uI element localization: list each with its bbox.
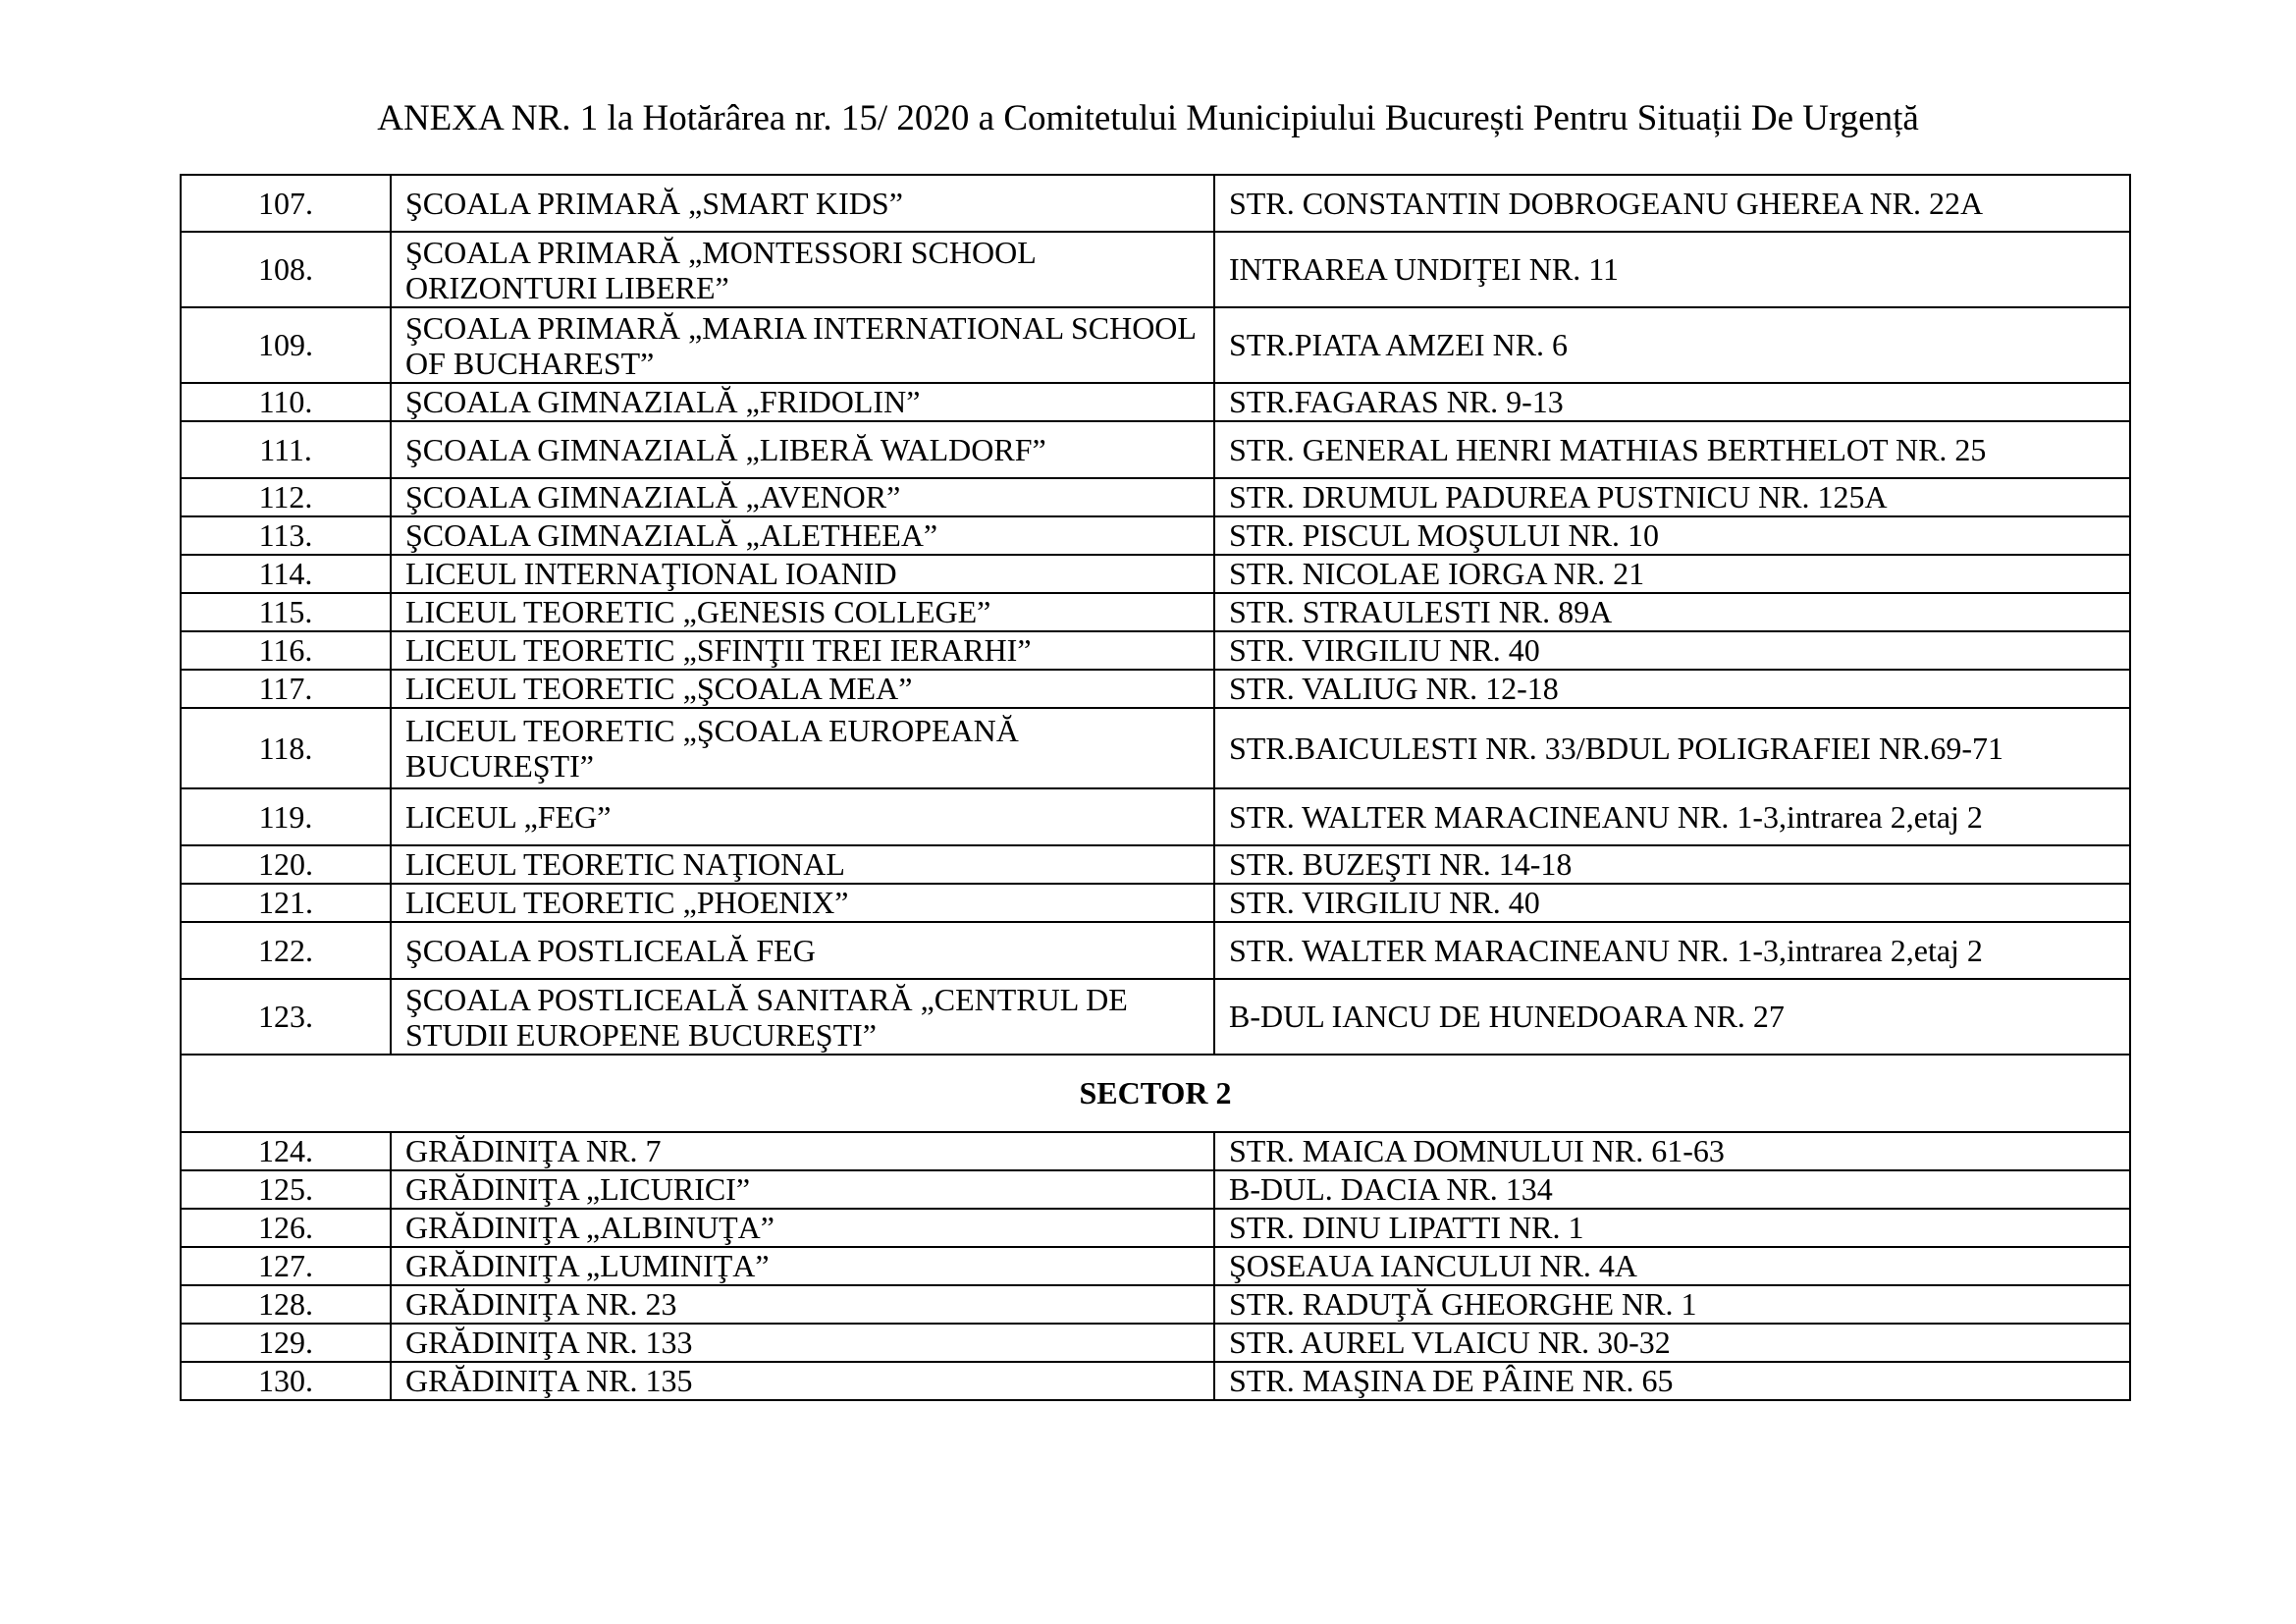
institution-address: B-DUL IANCU DE HUNEDOARA NR. 27 [1214, 979, 2130, 1055]
table-row [181, 232, 2130, 307]
institution-address: STR. CONSTANTIN DOBROGEANU GHEREA NR. 22A [1214, 175, 2130, 232]
table-row [181, 516, 2130, 555]
table-row [181, 555, 2130, 593]
table-row [181, 979, 2130, 1055]
institution-name: LICEUL TEORETIC „ŞCOALA MEA” [391, 670, 1214, 708]
row-number: 125. [181, 1170, 391, 1209]
table-row [181, 708, 2130, 788]
row-number: 115. [181, 593, 391, 631]
section-title: SECTOR 2 [181, 1055, 2130, 1132]
institution-address: ŞOSEAUA IANCULUI NR. 4A [1214, 1247, 2130, 1285]
row-number: 130. [181, 1362, 391, 1400]
institution-name: LICEUL „FEG” [391, 788, 1214, 845]
table-row [181, 1209, 2130, 1247]
row-number: 126. [181, 1209, 391, 1247]
institution-name: GRĂDINIŢA „LICURICI” [391, 1170, 1214, 1209]
table-row [181, 1285, 2130, 1324]
row-number: 123. [181, 979, 391, 1055]
table-row [181, 1247, 2130, 1285]
institution-name: GRĂDINIŢA NR. 133 [391, 1324, 1214, 1362]
table-row [181, 478, 2130, 516]
institution-address: STR. MAICA DOMNULUI NR. 61-63 [1214, 1132, 2130, 1170]
institution-address: STR.PIATA AMZEI NR. 6 [1214, 307, 2130, 383]
institution-address: STR. MAŞINA DE PÂINE NR. 65 [1214, 1362, 2130, 1400]
table-row [181, 631, 2130, 670]
institution-name: GRĂDINIŢA NR. 7 [391, 1132, 1214, 1170]
row-number: 112. [181, 478, 391, 516]
row-number: 128. [181, 1285, 391, 1324]
row-number: 117. [181, 670, 391, 708]
schools-table [180, 174, 2131, 1401]
row-number: 110. [181, 383, 391, 421]
row-number: 122. [181, 922, 391, 979]
row-number: 114. [181, 555, 391, 593]
institution-name: ŞCOALA POSTLICEALĂ FEG [391, 922, 1214, 979]
institution-address: STR. DINU LIPATTI NR. 1 [1214, 1209, 2130, 1247]
institution-name: ŞCOALA GIMNAZIALĂ „AVENOR” [391, 478, 1214, 516]
institution-name: ŞCOALA PRIMARĂ „MONTESSORI SCHOOL ORIZONTURI LIBERE” [391, 232, 1214, 307]
institution-address: STR. PISCUL MOŞULUI NR. 10 [1214, 516, 2130, 555]
institution-name: ŞCOALA GIMNAZIALĂ „FRIDOLIN” [391, 383, 1214, 421]
institution-address: STR. RADUŢĂ GHEORGHE NR. 1 [1214, 1285, 2130, 1324]
institution-address: STR. GENERAL HENRI MATHIAS BERTHELOT NR. 25 [1214, 421, 2130, 478]
table-row [181, 307, 2130, 383]
institution-name: ŞCOALA GIMNAZIALĂ „LIBERĂ WALDORF” [391, 421, 1214, 478]
institution-name: ŞCOALA PRIMARĂ „SMART KIDS” [391, 175, 1214, 232]
document-title: ANEXA NR. 1 la Hotărârea nr. 15/ 2020 a Comitetului Municipiului București Pentru Situații De Urgență [377, 98, 1919, 138]
institution-address: STR. WALTER MARACINEANU NR. 1-3,intrarea 2,etaj 2 [1214, 922, 2130, 979]
table-row [181, 670, 2130, 708]
institution-address: STR. VIRGILIU NR. 40 [1214, 884, 2130, 922]
institution-address: STR.FAGARAS NR. 9-13 [1214, 383, 2130, 421]
institution-address: STR. BUZEŞTI NR. 14-18 [1214, 845, 2130, 884]
table-row [181, 1362, 2130, 1400]
institution-name: LICEUL TEORETIC „PHOENIX” [391, 884, 1214, 922]
row-number: 107. [181, 175, 391, 232]
institution-name: GRĂDINIŢA „LUMINIŢA” [391, 1247, 1214, 1285]
institution-address: STR. AUREL VLAICU NR. 30-32 [1214, 1324, 2130, 1362]
table-row [181, 383, 2130, 421]
institution-address: STR. WALTER MARACINEANU NR. 1-3,intrarea 2,etaj 2 [1214, 788, 2130, 845]
institution-address: B-DUL. DACIA NR. 134 [1214, 1170, 2130, 1209]
table-row [181, 1132, 2130, 1170]
table-row [181, 922, 2130, 979]
institution-address: STR. NICOLAE IORGA NR. 21 [1214, 555, 2130, 593]
institution-address: STR. STRAULESTI NR. 89A [1214, 593, 2130, 631]
row-number: 127. [181, 1247, 391, 1285]
row-number: 108. [181, 232, 391, 307]
table-row [181, 593, 2130, 631]
institution-name: GRĂDINIŢA „ALBINUŢA” [391, 1209, 1214, 1247]
table-row [181, 421, 2130, 478]
institution-name: LICEUL TEORETIC „SFINŢII TREI IERARHI” [391, 631, 1214, 670]
institution-name: LICEUL TEORETIC „ŞCOALA EUROPEANĂ BUCUREŞTI” [391, 708, 1214, 788]
table-row [181, 175, 2130, 232]
institution-name: LICEUL TEORETIC NAŢIONAL [391, 845, 1214, 884]
row-number: 111. [181, 421, 391, 478]
row-number: 116. [181, 631, 391, 670]
table-row [181, 845, 2130, 884]
institution-name: LICEUL TEORETIC „GENESIS COLLEGE” [391, 593, 1214, 631]
table-row [181, 788, 2130, 845]
institution-address: INTRAREA UNDIŢEI NR. 11 [1214, 232, 2130, 307]
institution-name: LICEUL INTERNAŢIONAL IOANID [391, 555, 1214, 593]
institution-address: STR. DRUMUL PADUREA PUSTNICU NR. 125A [1214, 478, 2130, 516]
table-row [181, 884, 2130, 922]
row-number: 113. [181, 516, 391, 555]
row-number: 120. [181, 845, 391, 884]
institution-address: STR. VIRGILIU NR. 40 [1214, 631, 2130, 670]
row-number: 129. [181, 1324, 391, 1362]
institution-name: ŞCOALA PRIMARĂ „MARIA INTERNATIONAL SCHOOL OF BUCHAREST” [391, 307, 1214, 383]
institution-address: STR.BAICULESTI NR. 33/BDUL POLIGRAFIEI NR.69-71 [1214, 708, 2130, 788]
table-row [181, 1170, 2130, 1209]
row-number: 109. [181, 307, 391, 383]
row-number: 118. [181, 708, 391, 788]
table-row [181, 1324, 2130, 1362]
section-header-row [181, 1055, 2130, 1132]
row-number: 121. [181, 884, 391, 922]
institution-name: GRĂDINIŢA NR. 135 [391, 1362, 1214, 1400]
institution-name: ŞCOALA GIMNAZIALĂ „ALETHEEA” [391, 516, 1214, 555]
row-number: 119. [181, 788, 391, 845]
row-number: 124. [181, 1132, 391, 1170]
institution-name: ŞCOALA POSTLICEALĂ SANITARĂ „CENTRUL DE STUDII EUROPENE BUCUREŞTI” [391, 979, 1214, 1055]
institution-name: GRĂDINIŢA NR. 23 [391, 1285, 1214, 1324]
institution-address: STR. VALIUG NR. 12-18 [1214, 670, 2130, 708]
